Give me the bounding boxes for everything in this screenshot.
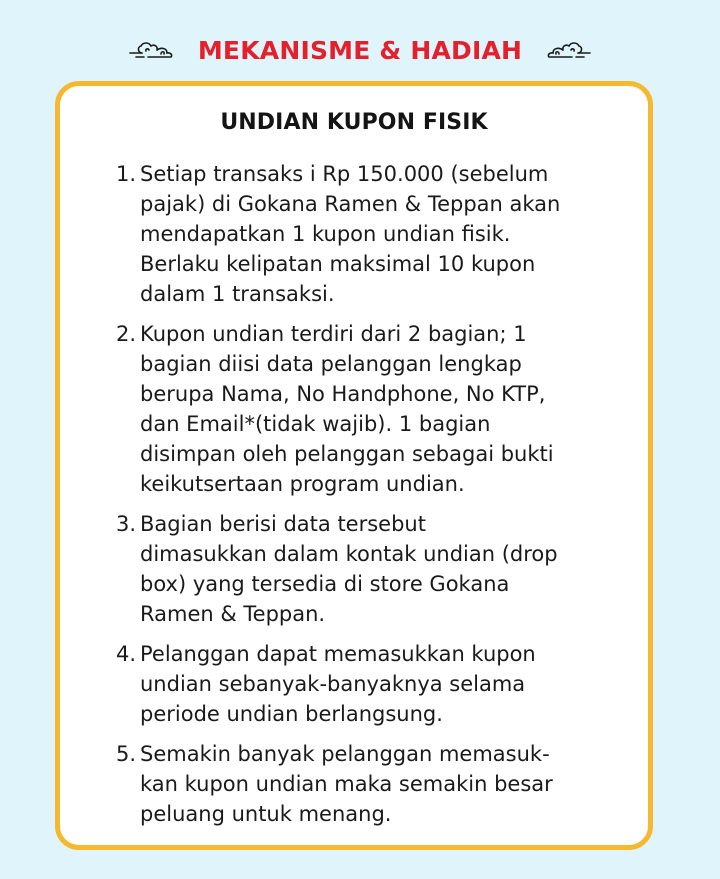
list-item [104, 159, 624, 309]
list-item-text: Setiap transaks i Rp 150.000 (sebelum pajak) di Gokana Ramen & Teppan akan mendapatkan 1 kupon undian fisik. Berlaku kelipatan maksimal 10 kupon dalam 1 transaksi. [140, 162, 561, 306]
list-item [104, 509, 624, 629]
cloud-ornament-icon [540, 39, 592, 61]
list-item-text: Pelanggan dapat memasukkan kupon undian sebanyak-banyaknya selama periode undian berlangsung. [140, 642, 536, 726]
rules-card [55, 81, 653, 850]
card-title: UNDIAN KUPON FISIK [220, 110, 488, 135]
list-item-text: Kupon undian terdiri dari 2 bagian; 1 bagian diisi data pelanggan lengkap berupa Nama, No Handphone, No KTP, dan Email*(tidak wajib). 1 bagian disimpan oleh pelanggan sebagai bukti keikutsertaan program undian. [140, 322, 554, 496]
rules-list [104, 159, 624, 839]
list-item-number: 5. [115, 742, 136, 766]
cloud-ornament-icon [128, 39, 180, 61]
list-item-number: 4. [115, 642, 136, 666]
list-item-number: 1. [115, 162, 136, 186]
page-title: MEKANISME & HADIAH [197, 35, 523, 65]
list-item-text: Bagian berisi data tersebut dimasukkan dalam kontak undian (drop box) yang tersedia di store Gokana Ramen & Teppan. [140, 512, 558, 626]
list-item-text: Semakin banyak pelanggan memasuk- kan kupon undian maka semakin besar peluang untuk menang. [140, 742, 553, 826]
list-item [104, 739, 624, 829]
page-header [0, 30, 720, 70]
list-item [104, 639, 624, 729]
list-item-number: 2. [115, 322, 136, 346]
list-item-number: 3. [115, 512, 136, 536]
list-item [104, 319, 624, 499]
